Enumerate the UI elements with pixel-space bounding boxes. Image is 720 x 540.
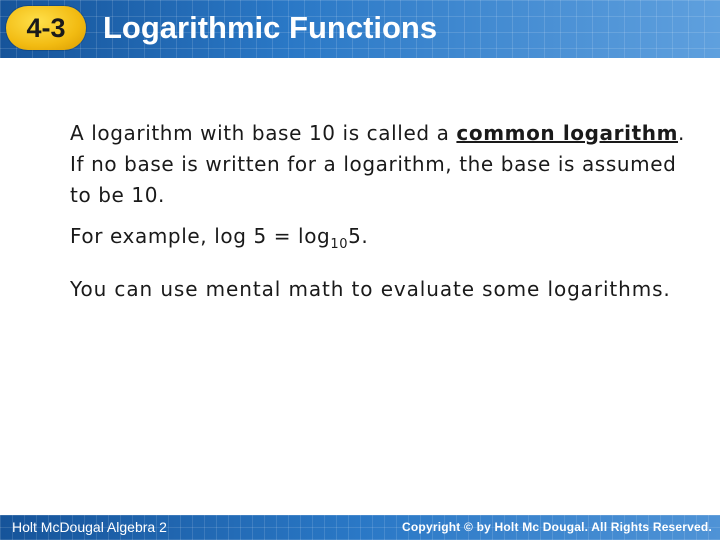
definition-paragraph <box>70 118 690 211</box>
mental-math-paragraph: You can use mental math to evaluate some logarithms. <box>70 277 671 301</box>
definition-text-start: A logarithm with base 10 is called a <box>70 121 457 145</box>
example-argument: 5. <box>348 224 369 248</box>
footer-book-title: Holt McDougal Algebra 2 <box>12 519 167 535</box>
example-text: For example, log 5 = log <box>70 224 331 248</box>
common-logarithm-term: common logarithm <box>456 121 679 145</box>
footer-copyright: Copyright © by Holt Mc Dougal. All Rights Reserved. <box>402 520 712 534</box>
example-paragraph <box>70 221 690 252</box>
log-base-subscript: 10 <box>330 237 349 252</box>
definition-text-end: . If no base is written for a logarithm, the base is assumed to be 10. <box>70 121 685 207</box>
lesson-badge: 4-3 <box>6 6 86 50</box>
slide-content <box>70 118 690 305</box>
footer-bar <box>0 515 720 540</box>
page-title: Logarithmic Functions <box>103 10 438 45</box>
header-bar <box>0 0 720 58</box>
